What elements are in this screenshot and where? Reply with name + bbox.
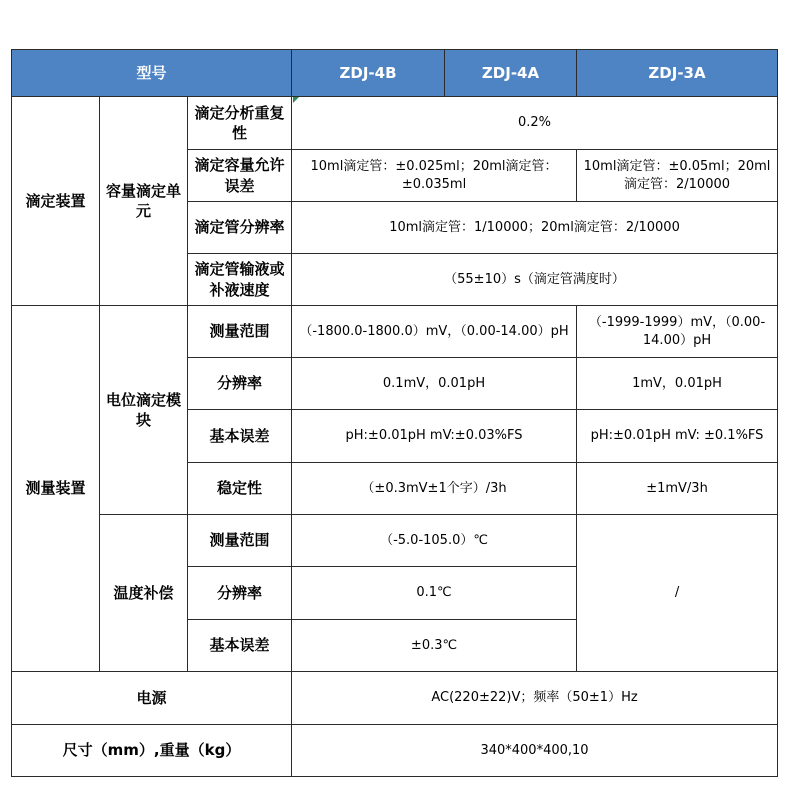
row-value-zdj4b-4a: pH:±0.01pH mV:±0.03%FS bbox=[292, 410, 577, 463]
row-label: 滴定管输液或补液速度 bbox=[188, 254, 292, 306]
row-label: 分辨率 bbox=[188, 567, 292, 620]
row-value: （55±10）s（滴定管满度时） bbox=[292, 254, 778, 306]
row-label: 测量范围 bbox=[188, 515, 292, 567]
row-value-zdj3a: 1mV，0.01pH bbox=[577, 358, 778, 410]
table-row bbox=[12, 725, 778, 777]
row-value-zdj4b-4a: （-5.0-105.0）℃ bbox=[292, 515, 577, 567]
row-value-zdj3a: 10ml滴定管：±0.05ml；20ml滴定管：2/10000 bbox=[577, 150, 778, 202]
row-value-zdj3a: pH:±0.01pH mV: ±0.1%FS bbox=[577, 410, 778, 463]
table-row bbox=[12, 672, 778, 725]
spec-table bbox=[11, 49, 778, 777]
size-value: 340*400*400,10 bbox=[292, 725, 778, 777]
unit-volumetric: 容量滴定单元 bbox=[100, 97, 188, 306]
unit-temperature: 温度补偿 bbox=[100, 515, 188, 672]
table-row bbox=[12, 97, 778, 150]
row-value: 0.2% bbox=[292, 97, 778, 150]
row-value-zdj3a: （-1999-1999）mV，（0.00-14.00）pH bbox=[577, 306, 778, 358]
header-zdj4a: ZDJ-4A bbox=[445, 50, 577, 97]
unit-potential: 电位滴定模块 bbox=[100, 306, 188, 515]
size-label: 尺寸（mm）,重量（kg） bbox=[12, 725, 292, 777]
header-zdj3a: ZDJ-3A bbox=[577, 50, 778, 97]
table-row bbox=[12, 306, 778, 358]
row-value-zdj4b-4a: 0.1℃ bbox=[292, 567, 577, 620]
row-label: 基本误差 bbox=[188, 410, 292, 463]
cell-comment-marker bbox=[293, 97, 299, 103]
row-value-zdj3a: / bbox=[577, 515, 778, 672]
row-value-zdj4b-4a: （-1800.0-1800.0）mV，（0.00-14.00）pH bbox=[292, 306, 577, 358]
row-value-zdj3a: ±1mV/3h bbox=[577, 463, 778, 515]
power-label: 电源 bbox=[12, 672, 292, 725]
header-row bbox=[12, 50, 778, 97]
table-row bbox=[12, 515, 778, 567]
group-measurement: 测量装置 bbox=[12, 306, 100, 672]
row-label: 滴定容量允许误差 bbox=[188, 150, 292, 202]
row-label: 稳定性 bbox=[188, 463, 292, 515]
row-value-zdj4b-4a: （±0.3mV±1个字）/3h bbox=[292, 463, 577, 515]
header-model: 型号 bbox=[12, 50, 292, 97]
power-value: AC(220±22)V；频率（50±1）Hz bbox=[292, 672, 778, 725]
row-value-zdj4b-4a: 10ml滴定管：±0.025ml；20ml滴定管：±0.035ml bbox=[292, 150, 577, 202]
row-label: 测量范围 bbox=[188, 306, 292, 358]
header-zdj4b: ZDJ-4B bbox=[292, 50, 445, 97]
group-titration: 滴定装置 bbox=[12, 97, 100, 306]
row-value-zdj4b-4a: ±0.3℃ bbox=[292, 620, 577, 672]
row-label: 分辨率 bbox=[188, 358, 292, 410]
row-label: 基本误差 bbox=[188, 620, 292, 672]
row-label: 滴定分析重复性 bbox=[188, 97, 292, 150]
row-value: 10ml滴定管：1/10000；20ml滴定管：2/10000 bbox=[292, 202, 778, 254]
row-label: 滴定管分辨率 bbox=[188, 202, 292, 254]
row-value-zdj4b-4a: 0.1mV，0.01pH bbox=[292, 358, 577, 410]
